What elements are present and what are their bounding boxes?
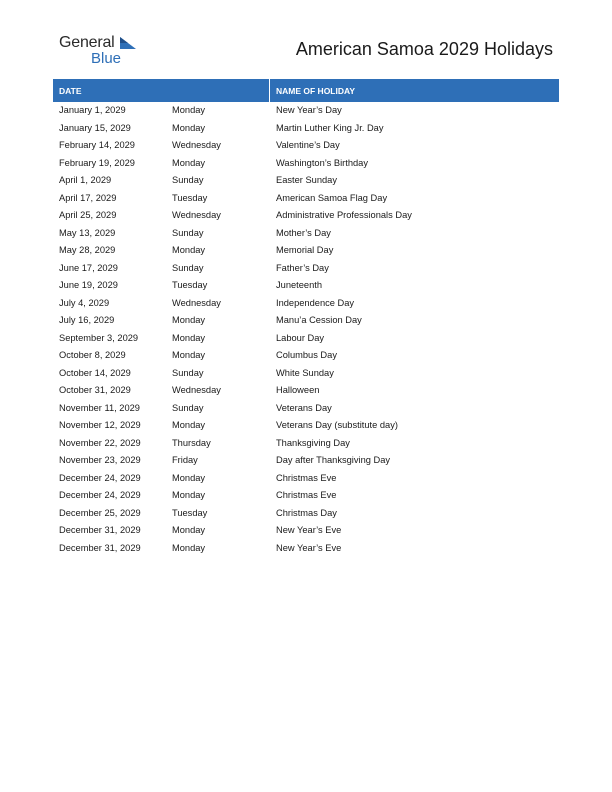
holiday-weekday: Sunday bbox=[172, 262, 204, 273]
holiday-date: July 4, 2029 bbox=[59, 297, 110, 308]
holiday-date: December 31, 2029 bbox=[59, 542, 141, 553]
table-row bbox=[53, 505, 559, 523]
holiday-name: American Samoa Flag Day bbox=[276, 192, 388, 203]
holiday-weekday: Monday bbox=[172, 157, 206, 168]
holiday-name: Veterans Day bbox=[276, 402, 332, 413]
holiday-date: October 31, 2029 bbox=[59, 385, 131, 395]
table-row bbox=[53, 330, 559, 348]
table-row bbox=[53, 365, 559, 383]
holiday-date: April 17, 2029 bbox=[59, 192, 117, 203]
logo-blue-text: Blue bbox=[91, 50, 122, 67]
holiday-name: Manu’a Cession Day bbox=[276, 315, 362, 325]
table-row bbox=[53, 400, 559, 418]
holiday-name: Thanksgiving Day bbox=[276, 437, 350, 448]
holiday-table bbox=[53, 102, 559, 557]
table-header bbox=[53, 79, 559, 102]
holiday-weekday: Sunday bbox=[172, 402, 204, 413]
table-row bbox=[53, 487, 559, 505]
holiday-date: December 24, 2029 bbox=[59, 472, 141, 483]
holiday-date: May 13, 2029 bbox=[59, 227, 116, 238]
holiday-weekday: Friday bbox=[172, 455, 198, 465]
holiday-weekday: Thursday bbox=[172, 437, 211, 448]
holiday-name: Christmas Day bbox=[276, 507, 337, 518]
holiday-weekday: Monday bbox=[172, 472, 206, 483]
holiday-weekday: Monday bbox=[172, 332, 206, 343]
holiday-weekday: Tuesday bbox=[172, 192, 208, 203]
holiday-date: November 22, 2029 bbox=[59, 437, 141, 448]
holiday-weekday: Wednesday bbox=[172, 210, 221, 220]
table-row bbox=[53, 435, 559, 453]
holiday-weekday: Monday bbox=[172, 105, 206, 115]
holiday-name: Valentine’s Day bbox=[276, 140, 340, 150]
holiday-weekday: Monday bbox=[172, 420, 206, 430]
holiday-date: November 23, 2029 bbox=[59, 455, 141, 465]
table-row bbox=[53, 172, 559, 190]
holiday-name: New Year’s Eve bbox=[276, 525, 342, 535]
holiday-weekday: Monday bbox=[172, 542, 206, 553]
holiday-name: Juneteenth bbox=[276, 280, 323, 290]
holiday-date: December 24, 2029 bbox=[59, 490, 141, 500]
table-row bbox=[53, 120, 559, 138]
holiday-date: February 19, 2029 bbox=[59, 157, 135, 168]
holiday-name: Christmas Eve bbox=[276, 490, 337, 500]
table-row bbox=[53, 540, 559, 558]
holiday-weekday: Tuesday bbox=[172, 507, 208, 518]
holiday-date: May 28, 2029 bbox=[59, 245, 116, 255]
holiday-name: Veterans Day (substitute day) bbox=[276, 420, 398, 430]
holiday-date: February 14, 2029 bbox=[59, 140, 135, 150]
holiday-weekday: Sunday bbox=[172, 367, 204, 378]
holiday-weekday: Monday bbox=[172, 245, 206, 255]
holiday-weekday: Monday bbox=[172, 525, 206, 535]
table-row bbox=[53, 102, 559, 120]
table-row bbox=[53, 277, 559, 295]
holiday-weekday: Monday bbox=[172, 315, 206, 325]
table-row bbox=[53, 155, 559, 173]
holiday-name: Mother’s Day bbox=[276, 227, 331, 238]
header-separator bbox=[269, 79, 270, 102]
table-row bbox=[53, 470, 559, 488]
table-row bbox=[53, 295, 559, 313]
holiday-name: Easter Sunday bbox=[276, 175, 337, 185]
holiday-weekday: Monday bbox=[172, 350, 206, 360]
holiday-name: Martin Luther King Jr. Day bbox=[276, 122, 384, 133]
table-row bbox=[53, 242, 559, 260]
holiday-name: White Sunday bbox=[276, 367, 334, 378]
holiday-name: Labour Day bbox=[276, 332, 325, 343]
holiday-date: April 1, 2029 bbox=[59, 175, 112, 185]
holiday-name: Columbus Day bbox=[276, 350, 337, 360]
holiday-weekday: Wednesday bbox=[172, 140, 221, 150]
holiday-date: July 16, 2029 bbox=[59, 315, 115, 325]
holiday-weekday: Monday bbox=[172, 490, 206, 500]
table-row bbox=[53, 137, 559, 155]
holiday-date: January 1, 2029 bbox=[59, 105, 126, 115]
table-row bbox=[53, 190, 559, 208]
holiday-name: Administrative Professionals Day bbox=[276, 210, 412, 220]
holiday-date: June 19, 2029 bbox=[59, 280, 118, 290]
logo-general-text: General bbox=[59, 34, 115, 51]
holiday-date: September 3, 2029 bbox=[59, 332, 139, 343]
column-header-date: DATE bbox=[59, 86, 82, 96]
table-row bbox=[53, 312, 559, 330]
holiday-date: January 15, 2029 bbox=[59, 122, 131, 133]
holiday-name: New Year’s Day bbox=[276, 105, 342, 115]
holiday-date: November 12, 2029 bbox=[59, 420, 141, 430]
table-row bbox=[53, 260, 559, 278]
holiday-weekday: Tuesday bbox=[172, 280, 208, 290]
table-row bbox=[53, 382, 559, 400]
holiday-name: Christmas Eve bbox=[276, 472, 337, 483]
holiday-name: Halloween bbox=[276, 385, 320, 395]
table-row bbox=[53, 207, 559, 225]
table-row bbox=[53, 347, 559, 365]
table-row bbox=[53, 522, 559, 540]
holiday-weekday: Wednesday bbox=[172, 297, 221, 308]
holiday-date: December 25, 2029 bbox=[59, 507, 141, 518]
column-header-holiday-name: NAME OF HOLIDAY bbox=[276, 86, 356, 96]
holiday-name: New Year’s Eve bbox=[276, 542, 342, 553]
holiday-name: Memorial Day bbox=[276, 245, 334, 255]
holiday-name: Independence Day bbox=[276, 297, 355, 308]
holiday-date: October 14, 2029 bbox=[59, 367, 131, 378]
logo-flag-icon bbox=[120, 37, 136, 49]
table-row bbox=[53, 225, 559, 243]
holiday-weekday: Wednesday bbox=[172, 385, 221, 395]
holiday-date: November 11, 2029 bbox=[59, 402, 140, 413]
holiday-date: April 25, 2029 bbox=[59, 210, 117, 220]
holiday-name: Day after Thanksgiving Day bbox=[276, 455, 391, 465]
holiday-date: December 31, 2029 bbox=[59, 525, 141, 535]
holiday-weekday: Monday bbox=[172, 122, 206, 133]
table-row bbox=[53, 452, 559, 470]
holiday-date: October 8, 2029 bbox=[59, 350, 126, 360]
page-title: American Samoa 2029 Holidays bbox=[295, 39, 553, 59]
holiday-weekday: Sunday bbox=[172, 175, 204, 185]
holiday-date: June 17, 2029 bbox=[59, 262, 118, 273]
logo bbox=[59, 34, 149, 68]
holiday-name: Washington’s Birthday bbox=[276, 157, 368, 168]
holiday-name: Father’s Day bbox=[276, 262, 329, 273]
holiday-weekday: Sunday bbox=[172, 227, 204, 238]
table-row bbox=[53, 417, 559, 435]
